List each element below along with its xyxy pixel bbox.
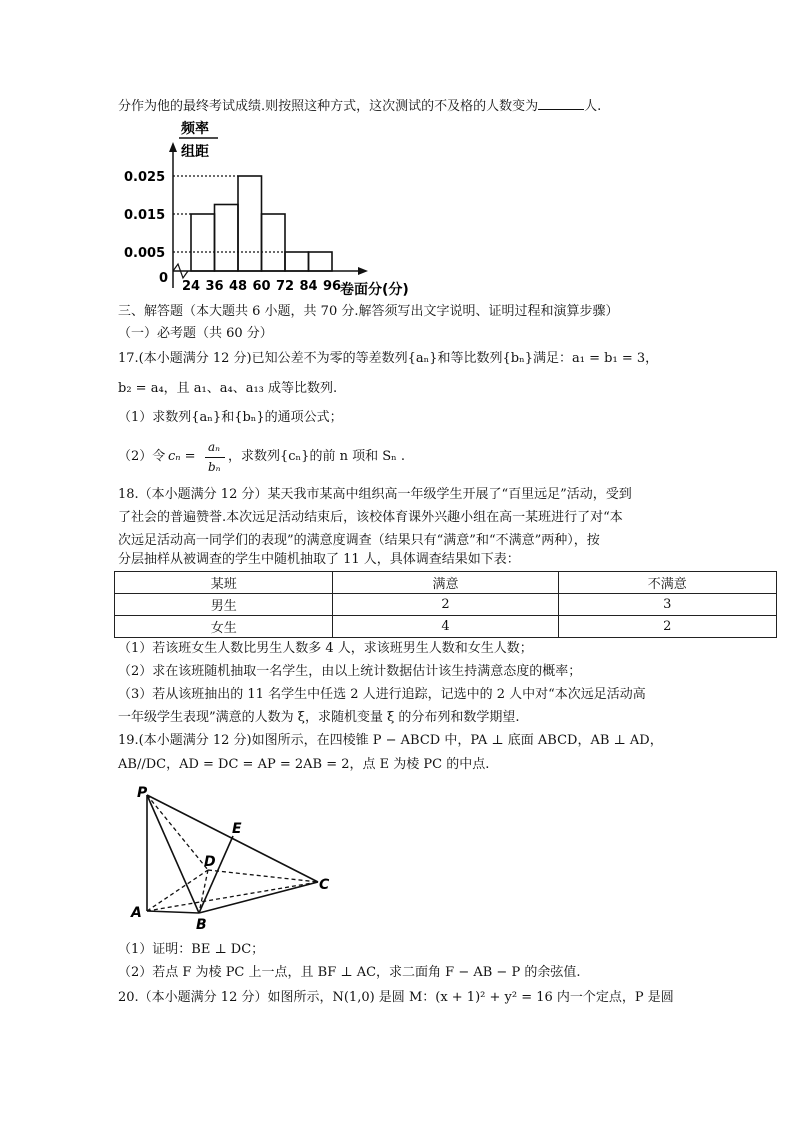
label-D: D <box>204 854 216 870</box>
q16-tail <box>118 97 601 116</box>
q19-line1: 19.(本小题满分 12 分)如图所示，在四棱锥 P − ABCD 中，PA ⊥ 底面 ABCD，AB ⊥ AD， <box>118 733 663 748</box>
origin-label: 0 <box>159 271 169 286</box>
table-header-cell: 满意 <box>333 572 558 594</box>
q20-line1: 20.（本小题满分 12 分）如图所示，N(1,0) 是圆 M：(x + 1)² + y² = 16 内一个定点，P 是圆 <box>118 990 674 1005</box>
fraction-denominator: bₙ <box>208 460 221 474</box>
required-subheader: （一）必考题（共 60 分） <box>118 326 273 341</box>
x-axis-arrow <box>358 267 368 275</box>
table-cell: 3 <box>558 594 776 616</box>
c-n-symbol: cₙ = <box>168 449 196 464</box>
y-tick-label: 0.025 <box>124 170 166 185</box>
x-tick-label: 84 <box>299 279 318 294</box>
table-header-cell: 不满意 <box>558 572 776 594</box>
x-tick-label: 24 <box>181 279 201 294</box>
section-header: 三、解答题（本大题共 6 小题，共 70 分.解答须写出文字说明、证明过程和演算步骤） <box>118 304 619 319</box>
table-row <box>115 594 777 616</box>
q16-text: 分作为他的最终考试成绩.则按照这种方式，这次测试的不及格的人数变为 <box>118 99 539 114</box>
q17-part2-lead: （2）令 <box>118 449 166 464</box>
pyramid-figure <box>125 780 345 930</box>
table-cell: 2 <box>333 594 558 616</box>
x-tick-label: 96 <box>322 279 342 294</box>
histogram-xlabel: 卷面分(分) <box>340 282 409 298</box>
x-tick-label: 36 <box>205 279 224 294</box>
histogram-bar <box>309 252 333 271</box>
x-tick-label: 72 <box>275 279 295 294</box>
table-header-cell: 某班 <box>115 572 333 594</box>
histogram-bar <box>262 214 286 271</box>
histogram-bar <box>238 176 262 271</box>
q18-line3: 次远足活动高一同学们的表现”的满意度调查（结果只有“满意”和“不满意”两种），按 <box>118 533 600 548</box>
table-cell: 女生 <box>115 616 333 638</box>
q17-part1: （1）求数列{aₙ}和{bₙ}的通项公式； <box>118 410 343 425</box>
q17-line2: b₂ = a₄，且 a₁、a₄、a₁₃ 成等比数列. <box>118 381 338 396</box>
q19-line2: AB//DC，AD = DC = AP = 2AB = 2，点 E 为棱 PC 的中点. <box>118 757 490 772</box>
q16-text-end: 人. <box>584 99 602 114</box>
label-A: A <box>131 905 142 921</box>
histogram-ylabel-bottom: 组距 <box>181 144 209 160</box>
q18-line1: 18.（本小题满分 12 分）某天我市某高中组织高一年级学生开展了“百里远足”活动，受到 <box>118 487 632 502</box>
table-row <box>115 616 777 638</box>
y-tick-label: 0.015 <box>124 208 166 223</box>
x-tick-label: 48 <box>228 279 248 294</box>
q17-part2-tail: ，求数列{cₙ}的前 n 项和 Sₙ . <box>228 449 406 464</box>
histogram-ylabel-top: 频率 <box>181 121 209 137</box>
answer-blank <box>538 97 584 110</box>
table-cell: 男生 <box>115 594 333 616</box>
histogram <box>115 118 435 303</box>
q18-part1: （1）若该班女生人数比男生人数多 4 人，求该班男生人数和女生人数； <box>118 641 533 656</box>
q19-part2: （2）若点 F 为棱 PC 上一点，且 BF ⊥ AC，求二面角 F − AB − P 的余弦值. <box>118 965 581 980</box>
histogram-bar <box>215 205 239 272</box>
label-E: E <box>232 821 242 837</box>
q18-part2: （2）求在该班随机抽取一名学生，由以上统计数据估计该生持满意态度的概率； <box>118 664 582 679</box>
q19-part1: （1）证明：BE ⊥ DC； <box>118 942 265 957</box>
y-axis-arrow <box>169 142 177 152</box>
x-tick-label: 60 <box>252 279 271 294</box>
label-B: B <box>196 917 207 930</box>
table-cell: 4 <box>333 616 558 638</box>
table-cell: 2 <box>558 616 776 638</box>
label-C: C <box>319 877 330 893</box>
table-header-row <box>115 572 777 594</box>
label-P: P <box>137 785 148 801</box>
histogram-bar <box>285 252 309 271</box>
histogram-bar <box>191 214 215 271</box>
survey-table <box>114 571 777 638</box>
y-tick-label: 0.005 <box>124 246 166 261</box>
fraction-numerator: aₙ <box>208 440 221 454</box>
q17-line1: 17.(本小题满分 12 分)已知公差不为零的等差数列{aₙ}和等比数列{bₙ}满足：a₁ = b₁ = 3， <box>118 351 659 366</box>
q18-line2: 了社会的普遍赞誉.本次远足活动结束后，该校体育课外兴趣小组在高一某班进行了对“本 <box>118 510 623 525</box>
q18-part3b: 一年级学生表现”满意的人数为 ξ，求随机变量 ξ 的分布列和数学期望. <box>118 710 520 725</box>
q18-part3a: （3）若从该班抽出的 11 名学生中任选 2 人进行追踪，记选中的 2 人中对“本次远足活动高 <box>118 687 646 702</box>
q18-line4: 分层抽样从被调查的学生中随机抽取了 11 人，具体调查结果如下表： <box>118 552 520 567</box>
